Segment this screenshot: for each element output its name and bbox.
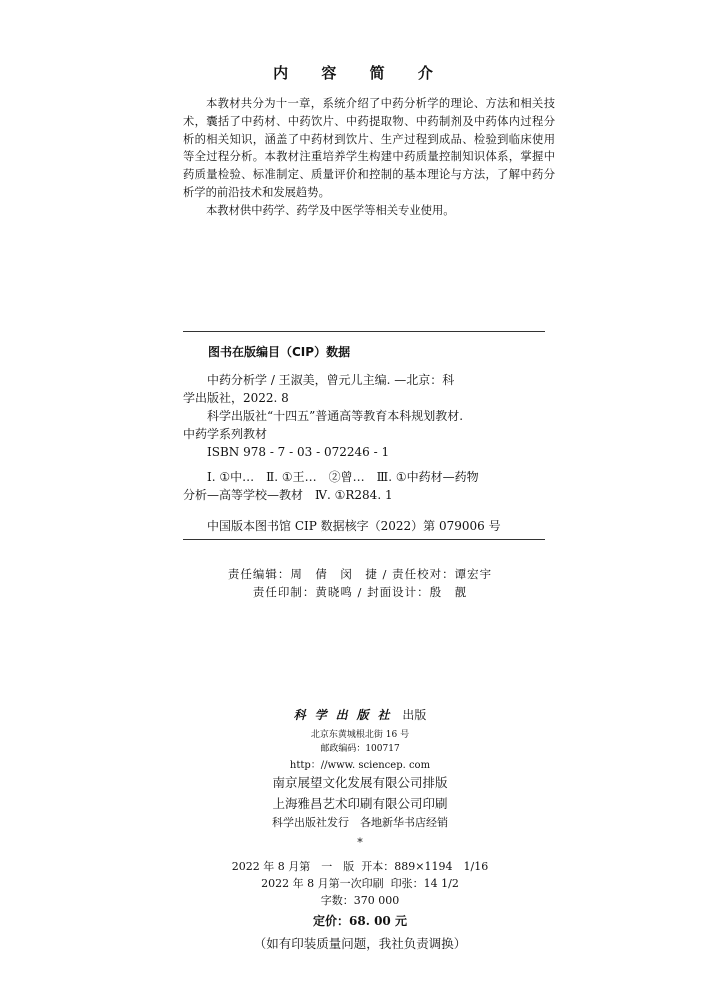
cip-core-number [183,517,545,535]
publisher-line [0,706,720,723]
cip-classification [183,468,545,504]
divider [183,539,545,540]
quality-notice: （如有印装质量问题，我社负责调换） [253,936,467,951]
cip-line: 中药学系列教材 [183,427,268,441]
cip-line: 学出版社，2022. 8 [183,391,289,405]
separator-star: * [357,836,363,849]
cip-line: 中药分析学 / 王淑美，曾元儿主编. —北京：科 [207,373,455,387]
publisher-address: 北京东黄城根北街 16 号 [310,730,410,740]
summary-paragraph: 本教材共分为十一章，系统介绍了中药分析学的理论、方法和相关技术，囊括了中药材、中药饮片、中药提取物、中药制剂及中药体内过程分析的相关知识，涵盖了中药材到饮片、生产过程到成品、检验到临床使用等全过程分析。本教材注重培养学生构建中药质量控制知识体系，掌握中药质量检验、标准制定、质量评价和控制的基本理论与方法，了解中药分析学的前沿技术和发展趋势。 [183,97,555,199]
staff-line-editors: 责任编辑：周 倩 闵 捷 / 责任校对：谭宏宇 [227,567,493,581]
summary-title: 内 容 简 介 [273,64,447,82]
publisher-logo: 科学出版社 [293,708,399,722]
print-info-impression [0,875,720,891]
word-count: 字数：370 000 [320,894,400,907]
summary-text [183,95,555,220]
cip-line: Ⅰ. ①中… Ⅱ. ①王… ②曾… Ⅲ. ①中药材—药物 [207,470,479,484]
cip-line: 中国版本图书馆 CIP 数据核字（2022）第 079006 号 [207,519,501,533]
price: 定价：68. 00 元 [313,914,407,928]
staff-line-production: 责任印制：黄晓鸣 / 封面设计：殷 靓 [252,585,468,599]
divider [183,331,545,332]
publisher-postcode: 邮政编码：100717 [320,744,400,754]
publisher-suffix: 出版 [402,708,427,722]
cip-line: 科学出版社“十四五”普通高等教育本科规划教材. [207,409,464,423]
typesetter: 南京展望文化发展有限公司排版 [272,775,448,790]
summary-paragraph: 本教材供中药学、药学及中医学等相关专业使用。 [206,203,455,217]
cip-line: ISBN 978 - 7 - 03 - 072246 - 1 [207,445,390,459]
impression: 2022 年 8 月第一次印刷 [261,877,384,890]
distribution: 科学出版社发行 各地新华书店经销 [272,816,448,829]
print-info-edition [0,858,720,874]
cip-heading: 图书在版编目（CIP）数据 [208,345,351,359]
edition: 2022 年 8 月第 一 版 [231,860,355,873]
format: 开本：889×1194 1/16 [361,860,489,873]
printer: 上海雅昌艺术印刷有限公司印刷 [272,796,448,811]
publisher-url: http：//www. sciencep. com [289,760,431,771]
cip-record [183,371,545,461]
sheets: 印张：14 1/2 [390,877,459,890]
cip-line: 分析—高等学校—教材 Ⅳ. ①R284. 1 [183,488,393,502]
